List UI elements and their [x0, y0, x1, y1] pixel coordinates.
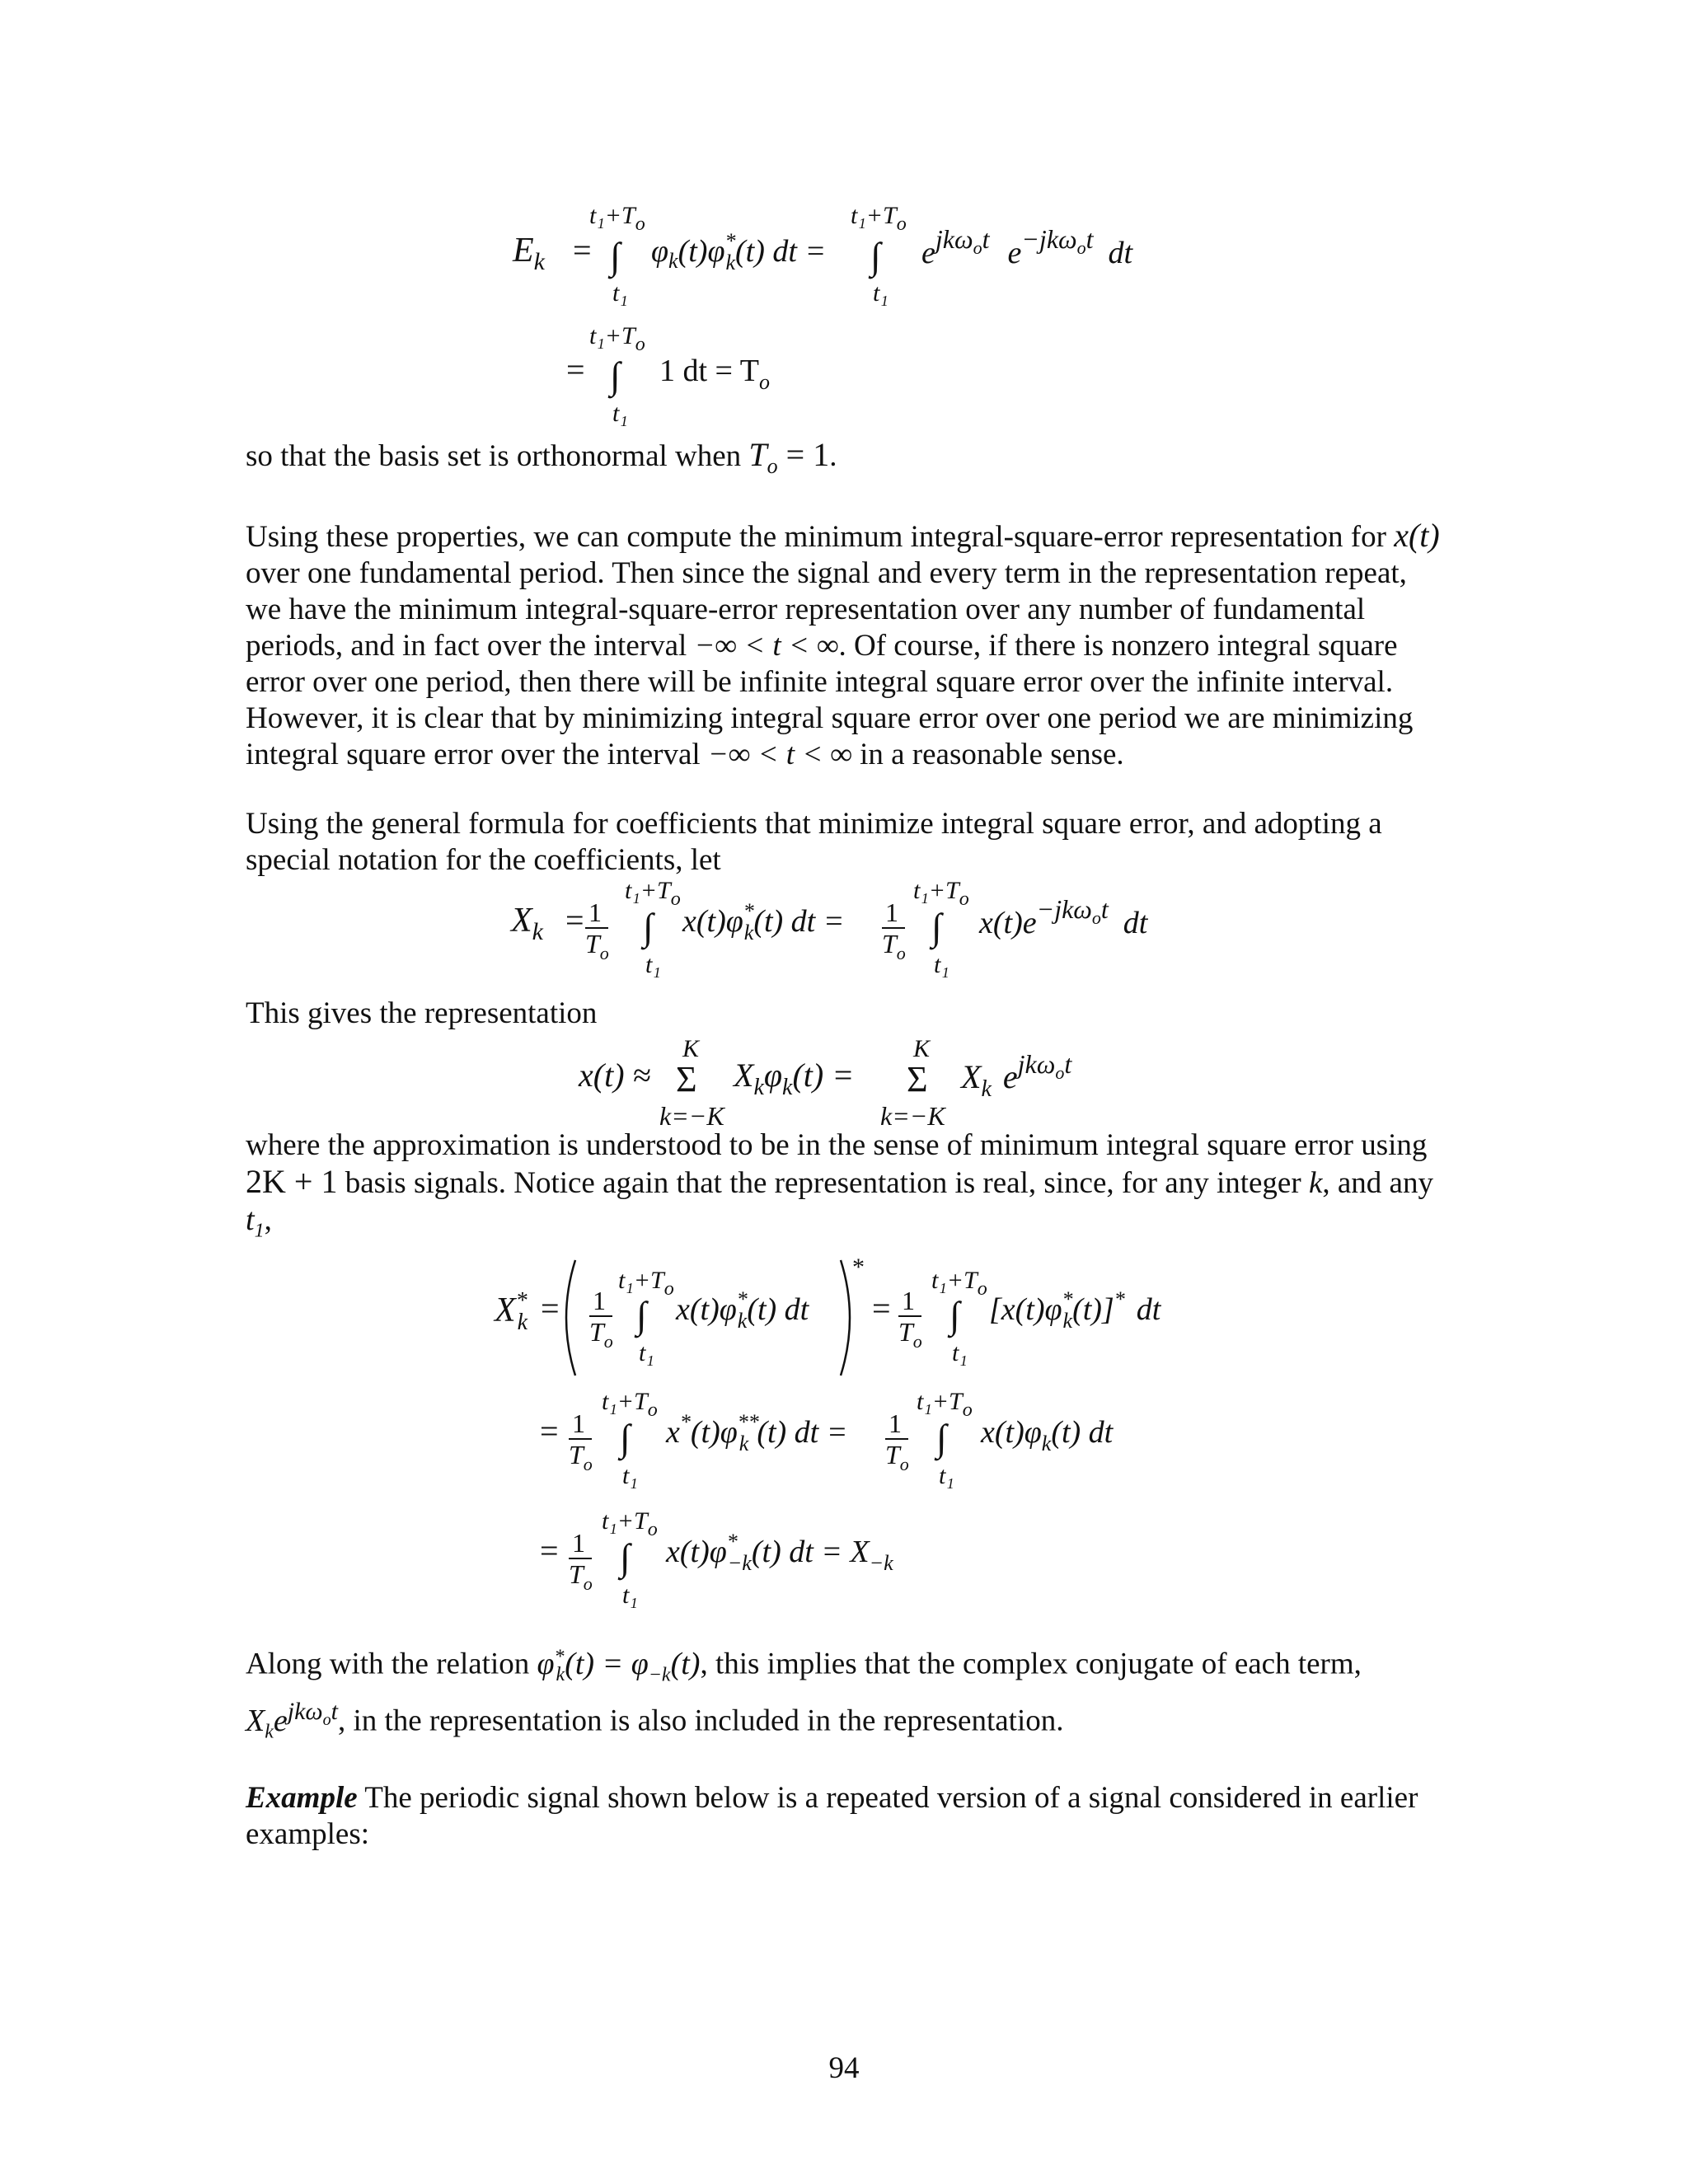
svg-text:1: 1	[572, 1408, 585, 1438]
svg-text:1 dt = To: 1 dt = $T_o$	[659, 354, 771, 394]
svg-text:∫: ∫	[931, 906, 942, 948]
svg-text:∫: ∫	[610, 354, 621, 396]
example-label: Example	[246, 1781, 358, 1815]
svg-text:t₁+To: $t_1+T_o$	[917, 1388, 973, 1421]
conjugate-equation-step2	[528, 1385, 1187, 1492]
svg-text:t₁: t₁	[939, 1462, 954, 1489]
conjugate-equation-step3	[528, 1504, 1022, 1611]
svg-text:Σ: Σ	[907, 1059, 928, 1099]
svg-text:Ek: $E_k$	[513, 232, 545, 275]
svg-text:x(t)e−jkωotdt: $x(t)e^{-jk\omega}ot$ dt	[979, 894, 1148, 940]
svg-text:∫: ∫	[636, 1294, 647, 1336]
svg-text:t₁+To: $t_1+T_o$	[602, 1388, 658, 1421]
svg-text:x(t) ≈: x(t) ≈	[579, 1057, 651, 1094]
svg-text:To: $T_o$	[885, 1440, 909, 1474]
svg-text:t₁: t₁	[639, 1339, 654, 1366]
svg-text:K: K	[682, 1035, 700, 1062]
svg-text:t₁: t₁	[622, 1462, 638, 1489]
svg-text:X*k: X* k	[495, 1288, 528, 1335]
svg-text:To: $T_o$	[569, 1440, 593, 1474]
svg-text:=: =	[540, 1532, 559, 1569]
svg-text:x(t)φk(t) dt: $x(t)\varphi_k(t)$ dt	[981, 1415, 1114, 1455]
svg-text:k=−K: k=−K	[880, 1101, 945, 1131]
svg-text:t₁+To: $t_1+T_o$	[931, 1267, 987, 1300]
svg-text:t₁: t₁	[612, 400, 628, 427]
svg-text:*: *	[852, 1254, 865, 1281]
svg-text:∫: ∫	[620, 1536, 631, 1578]
svg-text:1: 1	[902, 1286, 915, 1315]
svg-text:K: K	[913, 1035, 931, 1062]
paragraph-real-representation: where the approximation is understood to be in the sense of minimum integral square error using 2K + 1 basis signals. Notice again that the representation is real, since, for any integer k, and any $t_1$,	[246, 1128, 1433, 1242]
paragraph-coefficients: Using the general formula for coefficients that minimize integral square error, and adopting a special notation for the coefficients, let	[246, 807, 1382, 877]
paragraph-example: Example The periodic signal shown below is a repeated version of a signal considered in earlier examples:	[246, 1781, 1418, 1851]
paragraph-minimum-error: Using these properties, we can compute the minimum integral-square-error representation for x(t) over one fundamental period. Then since the signal and every term in the representation repeat, we have the minimum integral-square-error representation over any number of fundamental periods, and in fact over the interval −∞ < t < ∞. Of course, if there is nonzero integral square error over one period, then there will be infinite integral square error over the infinite interval. However, it is clear that by minimizing integral square error over one period we are minimizing integral square error over the interval −∞ < t < ∞ in a reasonable sense.	[246, 517, 1440, 771]
paragraph-representation: This gives the representation	[246, 996, 598, 1030]
svg-text:Xkφk(t) =: $X_k\varphi_k(t)$ =	[734, 1057, 855, 1100]
svg-text:t₁+To: $t_1+T_o$	[625, 877, 681, 910]
svg-text:[x(t)φ*k(t)]*dt: [x(t)φ* k(t)]* dt	[989, 1287, 1161, 1333]
svg-text:To: $T_o$	[585, 929, 609, 963]
svg-text:∫: ∫	[936, 1417, 947, 1459]
integral-sign: ∫	[610, 235, 621, 277]
svg-text:1: 1	[889, 1408, 902, 1438]
paragraph-orthonormal: so that the basis set is orthonormal when $T_o = 1$.	[246, 436, 837, 478]
eq1-upper-limit-1: $t_1+T_o$	[589, 202, 645, 235]
svg-text:t₁+To: $t_1+T_o$	[618, 1267, 674, 1300]
svg-text:t₁+To: $t_1+T_o$	[602, 1507, 658, 1540]
svg-text:Xk: $X_k$	[511, 902, 543, 945]
svg-text:To: $T_o$	[898, 1317, 922, 1352]
paragraph-conjugate-term: $X_ke^{jk\omega_ot}$, in the representation is also included in the representation.	[246, 1698, 1064, 1743]
svg-text:To: $T_o$	[569, 1559, 593, 1594]
svg-text:t₁: t₁	[934, 951, 950, 978]
svg-text:1: 1	[572, 1528, 585, 1558]
eq1-upper-limit-2: $t_1+T_o$	[851, 202, 907, 235]
svg-text:=: =	[540, 1413, 559, 1450]
svg-text:ejkωote−jkωotdt: $e^{jk\omega}ot$ $e^{-jk\omega}ot$ dt	[921, 224, 1133, 270]
coefficient-equation	[503, 874, 1245, 997]
svg-text:=: =	[565, 902, 584, 939]
svg-text:=: =	[872, 1290, 891, 1327]
sum-sign: Σ	[676, 1059, 697, 1099]
svg-text:1: 1	[885, 898, 898, 927]
svg-text:∫: ∫	[950, 1294, 960, 1336]
svg-text:x(t)φ*k(t) dt =: x(t)φ* k(t) dt =	[682, 899, 845, 944]
svg-text:=: =	[573, 232, 592, 269]
svg-text:t₁+To: $t_1+T_o$	[589, 322, 645, 355]
representation-equation	[569, 1030, 1146, 1137]
svg-text:1: 1	[588, 898, 602, 927]
svg-text:x(t)φ*k(t) dt: x(t)φ* k(t) dt	[676, 1287, 809, 1333]
svg-text:t₁: t₁	[622, 1582, 638, 1609]
svg-text:∫: ∫	[643, 906, 654, 948]
svg-text:t₁+To: $t_1+T_o$	[913, 877, 969, 910]
paragraph-conjugate-relation: Along with the relation $\varphi^*_k(t) = \varphi_{-k}(t)$, this implies that the complex conjugate of each term,	[246, 1646, 1362, 1686]
svg-text:t₁: t₁	[873, 279, 889, 307]
svg-text:To: $T_o$	[589, 1317, 613, 1352]
integral-sign: ∫	[870, 235, 881, 277]
page-number: 94	[828, 2051, 860, 2085]
svg-text:∫: ∫	[620, 1417, 631, 1459]
svg-text:Xkejkωot: $X_k$ $e^{jk\omega}ot$	[961, 1049, 1072, 1102]
svg-text:x(t)φ*−k(t) dt = X−k: x(t)φ* −k(t) dt = $X_{-k}$	[666, 1530, 893, 1575]
svg-text:x*(t)φ**k(t) dt =: x*(t)φ** k (t) dt =	[666, 1410, 848, 1455]
svg-text:=: =	[541, 1290, 560, 1327]
svg-text:1: 1	[593, 1286, 606, 1315]
svg-text:t₁: t₁	[645, 951, 661, 978]
svg-text:φk(t)φ*k(t) dt =: $\varphi_k(t)\varphi^*$ k(t) dt =	[651, 229, 827, 274]
svg-text:t₁: t₁	[952, 1339, 968, 1366]
svg-text:To: $T_o$	[882, 929, 906, 963]
svg-text:k=−K: k=−K	[659, 1101, 724, 1131]
energy-equation-continued	[544, 317, 874, 433]
svg-text:=: =	[566, 351, 585, 388]
conjugate-equation	[486, 1249, 1228, 1389]
svg-text:t₁: t₁	[612, 279, 628, 307]
